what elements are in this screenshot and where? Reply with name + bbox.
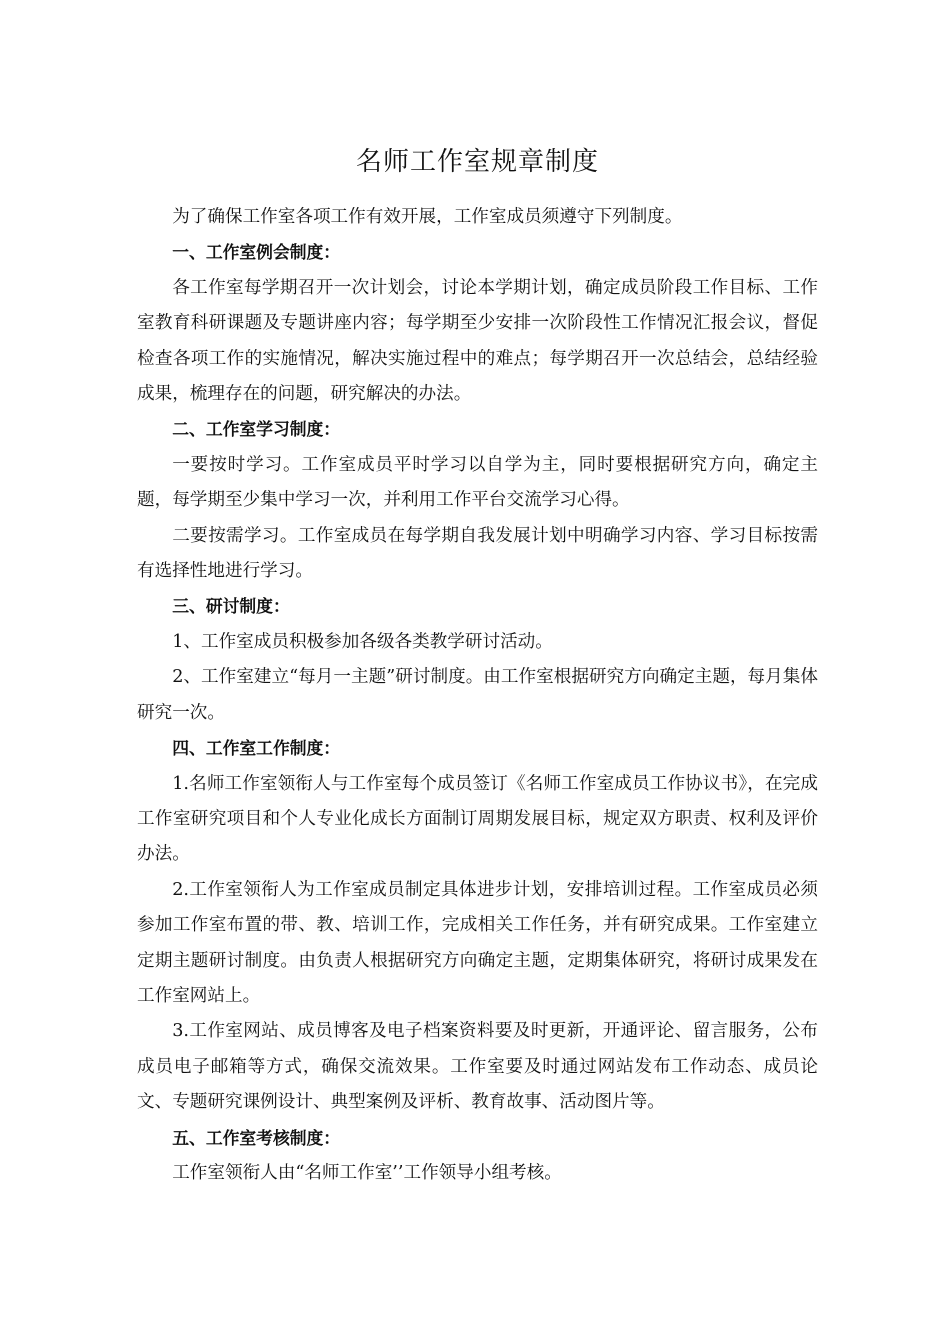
section-paragraph: 工作室领衔人由“名师工作室’’工作领导小组考核。 — [172, 1162, 562, 1183]
section-study-system — [137, 412, 818, 589]
section-paragraph: 二要按需学习。工作室成员在每学期自我发展计划中明确学习内容、学习目标按需有选择性地进行学习。 — [137, 525, 818, 582]
section-paragraph: 1、工作室成员积极参加各级各类教学研讨活动。 — [172, 631, 553, 652]
section-heading: 四、工作室工作制度： — [172, 738, 341, 759]
document-title: 名师工作室规章制度 — [355, 147, 599, 177]
section-paragraph: 1.名师工作室领衔人与工作室每个成员签订《名师工作室成员工作协议书》，在完成工作室研究项目和个人专业化成长方面制订周期发展目标，规定双方职责、权利及评价办法。 — [137, 773, 818, 865]
section-paragraph: 3.工作室网站、成员博客及电子档案资料要及时更新，开通评论、留言服务，公布成员电子邮箱等方式，确保交流效果。工作室要及时通过网站发布工作动态、成员论文、专题研究课例设计、典型案例及评析、教育故事、活动图片等。 — [137, 1021, 818, 1113]
section-paragraph: 各工作室每学期召开一次计划会，讨论本学期计划，确定成员阶段工作目标、工作室教育科研课题及专题讲座内容；每学期至少安排一次阶段性工作情况汇报会议，督促检查各项工作的实施情况，解决实施过程中的难点；每学期召开一次总结会，总结经验成果，梳理存在的问题，研究解决的办法。 — [137, 277, 818, 405]
section-heading: 二、工作室学习制度： — [172, 419, 341, 440]
intro-paragraph: 为了确保工作室各项工作有效开展，工作室成员须遵守下列制度。 — [172, 207, 683, 227]
section-heading: 三、研讨制度： — [172, 596, 290, 617]
section-heading: 一、工作室例会制度： — [172, 242, 341, 263]
section-paragraph: 一要按时学习。工作室成员平时学习以自学为主，同时要根据研究方向，确定主题，每学期至少集中学习一次，并利用工作平台交流学习心得。 — [137, 454, 818, 511]
section-seminar-system — [137, 589, 818, 731]
section-work-system — [137, 731, 818, 1120]
section-heading: 五、工作室考核制度： — [172, 1127, 341, 1148]
section-paragraph: 2.工作室领衔人为工作室成员制定具体进步计划，安排培训过程。工作室成员必须参加工作室布置的带、教、培训工作，完成相关工作任务，并有研究成果。工作室建立定期主题研讨制度。由负责人根据研究方向确定主题，定期集体研究，将研讨成果发在工作室网站上。 — [137, 879, 818, 1006]
section-paragraph: 2、工作室建立“每月一主题”研讨制度。由工作室根据研究方向确定主题，每月集体研究一次。 — [137, 667, 818, 723]
section-assessment-system — [137, 1121, 818, 1192]
section-meeting-system — [137, 235, 818, 412]
